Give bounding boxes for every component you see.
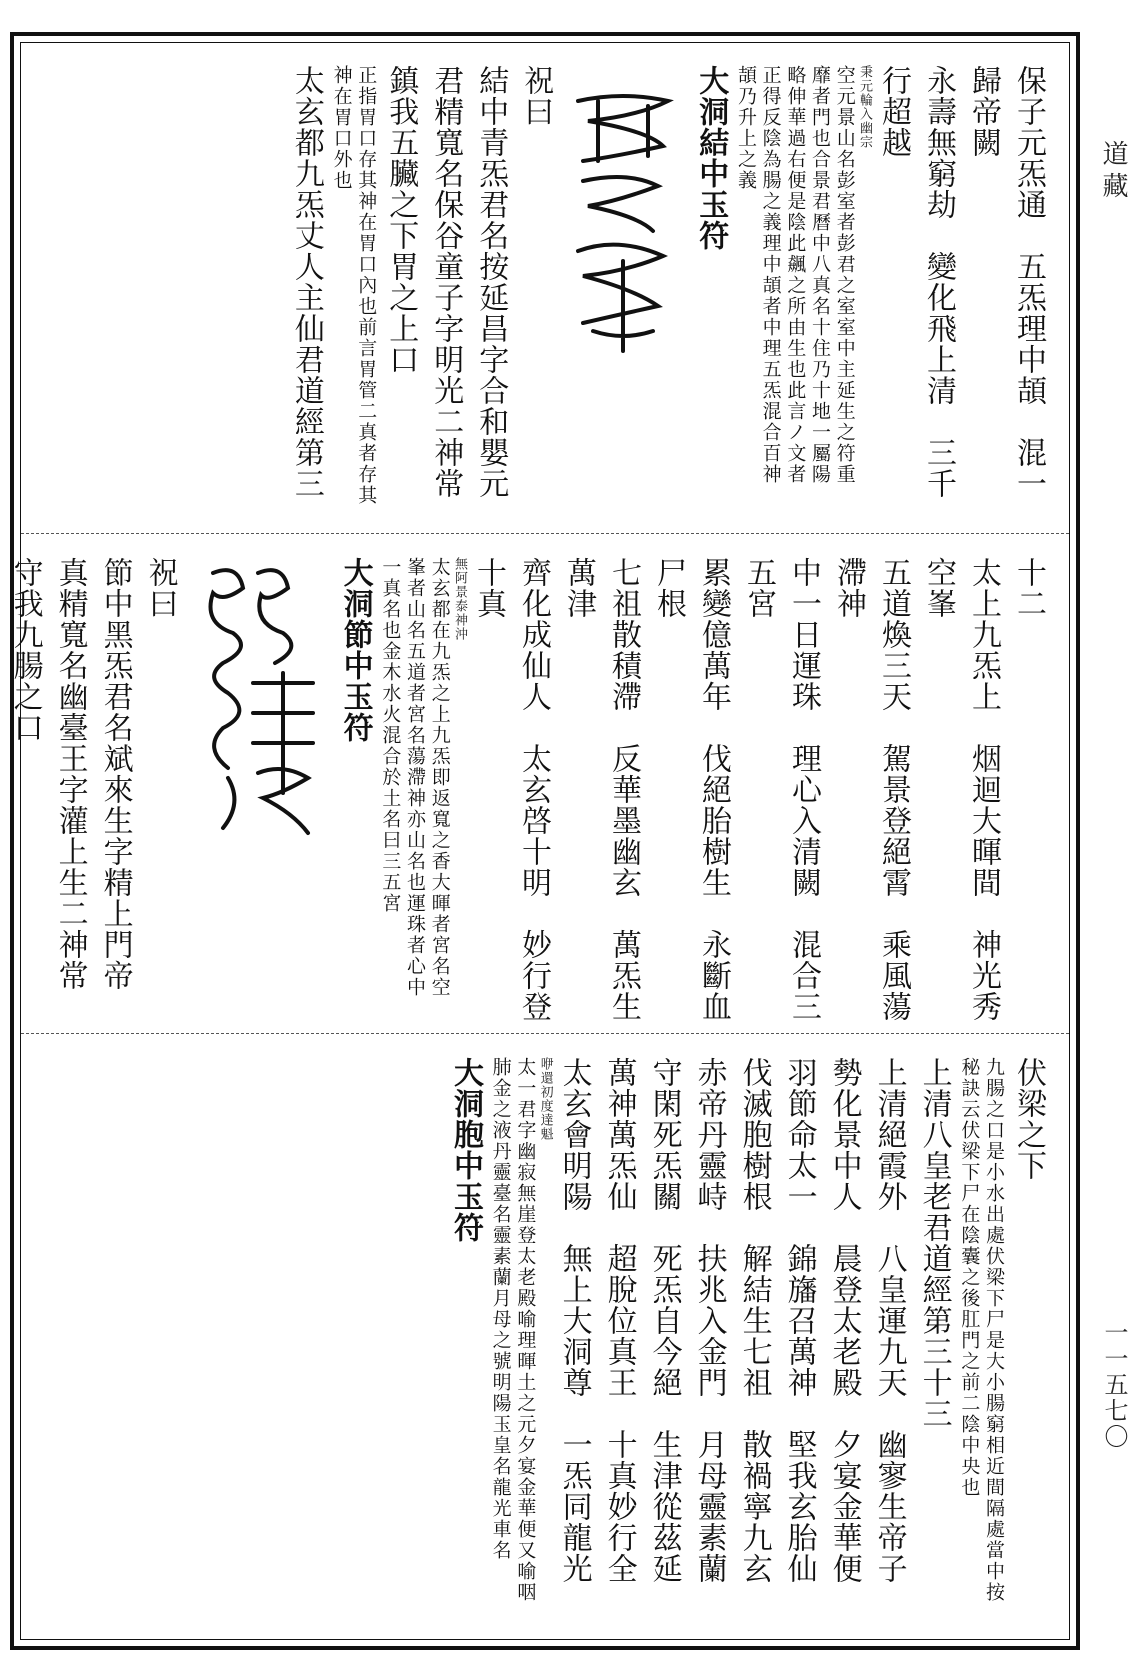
text-column: 勢化景中人 晨登太老殿 夕宴金華便 xyxy=(826,1057,862,1584)
text-column: 五道煥三天 駕景登絕霄 乘風蕩滯神 xyxy=(831,557,911,1022)
annotation-column: 秉元輪入幽宗 xyxy=(857,65,872,149)
panel-3-columns xyxy=(21,1053,1069,1625)
incantation-label: 祝曰 xyxy=(142,557,178,619)
panel-divider xyxy=(21,1033,1069,1034)
scripture-title: 上清八皇老君道經第三十三 xyxy=(916,1057,952,1429)
text-column: 羽節命太一 錦旛召萬神 堅我玄胎仙 xyxy=(781,1057,817,1584)
text-column: 太玄會明陽 無上大洞尊 一炁同龍光 xyxy=(556,1057,592,1584)
text-column: 結中青炁君名按延昌字合和嬰元君精寬名保谷童子字明光二神常鎮我五臟之下胃之上口 xyxy=(383,65,509,499)
panel-3 xyxy=(21,1035,1069,1635)
page-number: 一一五七〇 xyxy=(1100,1320,1128,1450)
panel-2 xyxy=(7,535,1069,1033)
panel-2-columns xyxy=(7,553,1069,1023)
text-column: 上清絕霞外 八皇運九天 幽寥生帝子 xyxy=(871,1057,907,1584)
text-column: 齊化成仙人 太玄啓十明 妙行登十真 xyxy=(471,557,551,1022)
commentary-column: 九腸之口是小水出處伏梁下尸是大小腸窮相近間隔處當中按秘訣云伏梁下尸在陰囊之後肛門之前二陰中央也 xyxy=(958,1057,1005,1603)
text-column: 萬神萬炁仙 超脫位真王 十真妙行全 xyxy=(601,1057,637,1584)
section-number: 十二 xyxy=(1011,557,1046,619)
incantation-label: 祝曰 xyxy=(518,65,554,127)
text-column: 守閑死炁關 死炁自今絕 生津從茲延 xyxy=(646,1057,682,1584)
panel-1 xyxy=(21,43,1069,533)
text-column: 七祖散積滯 反華墨幽玄 萬炁生萬津 xyxy=(561,557,641,1022)
scripture-title: 太玄都九炁丈人主仙君道經第三 xyxy=(288,65,324,499)
annotation-column: 咿還初度達魁 xyxy=(537,1057,553,1141)
talisman-title: 大洞節中玉符 xyxy=(337,557,373,743)
text-column: 保子元炁通 五炁理中頡 混一歸帝闕 xyxy=(966,65,1046,499)
page-inner-border xyxy=(7,42,1070,1640)
talisman-title: 大洞結中玉符 xyxy=(693,65,729,251)
commentary-column: 正指胃口存其神在胃口內也前言胃管二真者存其神在胃口外也 xyxy=(330,65,378,506)
annotation-column: 無阿景泰神沖 xyxy=(452,557,467,641)
talisman-seal-icon xyxy=(183,553,333,853)
talisman-seal-1 xyxy=(558,61,688,523)
text-column: 節中黑炁君名斌來生字精上門帝真精寬名幽臺王字灌上生二神常守我九腸之口 xyxy=(7,557,133,991)
margin-top-label: 道藏 xyxy=(1098,140,1128,204)
text-column: 中一日運珠 理心入清闕 混合三五宮 xyxy=(741,557,821,1022)
talisman-title: 大洞胞中玉符 xyxy=(447,1057,483,1243)
text-column: 累變億萬年 伐絕胎樹生 永斷血尸根 xyxy=(651,557,731,1022)
panel-1-columns xyxy=(21,61,1069,523)
text-column: 太上九炁上 烟迴大暉間 神光秀空峯 xyxy=(921,557,1001,1022)
page-frame xyxy=(7,32,1080,1650)
commentary-column: 太玄都在九炁之上九炁即返寬之香大暉者宮名空峯者山名五道者宮名蕩滯神亦山名也運珠者心中一真名也金木水火混合於土名曰三五宮 xyxy=(379,557,451,998)
talisman-seal-icon xyxy=(558,61,688,361)
text-column: 永壽無窮劫 變化飛上清 三千行超越 xyxy=(876,65,956,499)
text-column: 赤帝丹靈峙 扶兆入金門 月母靈素蘭 xyxy=(691,1057,727,1584)
text-column: 伐滅胞樹根 解結生七祖 散禍寧九玄 xyxy=(736,1057,772,1584)
commentary-column: 空元景山名彭室者彭君之室室中主延生之符重靡者門也合景君曆中八真名十住乃十地一屬陽略伸華過右便是陰此飆之所由生也此言ノ文者正得反陰為腸之義理中頡者中理五炁混合百神頡乃升上之義 xyxy=(734,65,856,485)
talisman-seal-2 xyxy=(183,553,333,1023)
commentary-column: 太一君字幽寂無崖登太老殿喻理暉土之元夕宴金華便又喻咽肺金之液丹靈臺名靈素蘭月母之號明陽玉皇名龍光車名 xyxy=(489,1057,537,1603)
text-column: 伏梁之下 xyxy=(1011,1057,1046,1181)
panel-divider xyxy=(21,533,1069,534)
